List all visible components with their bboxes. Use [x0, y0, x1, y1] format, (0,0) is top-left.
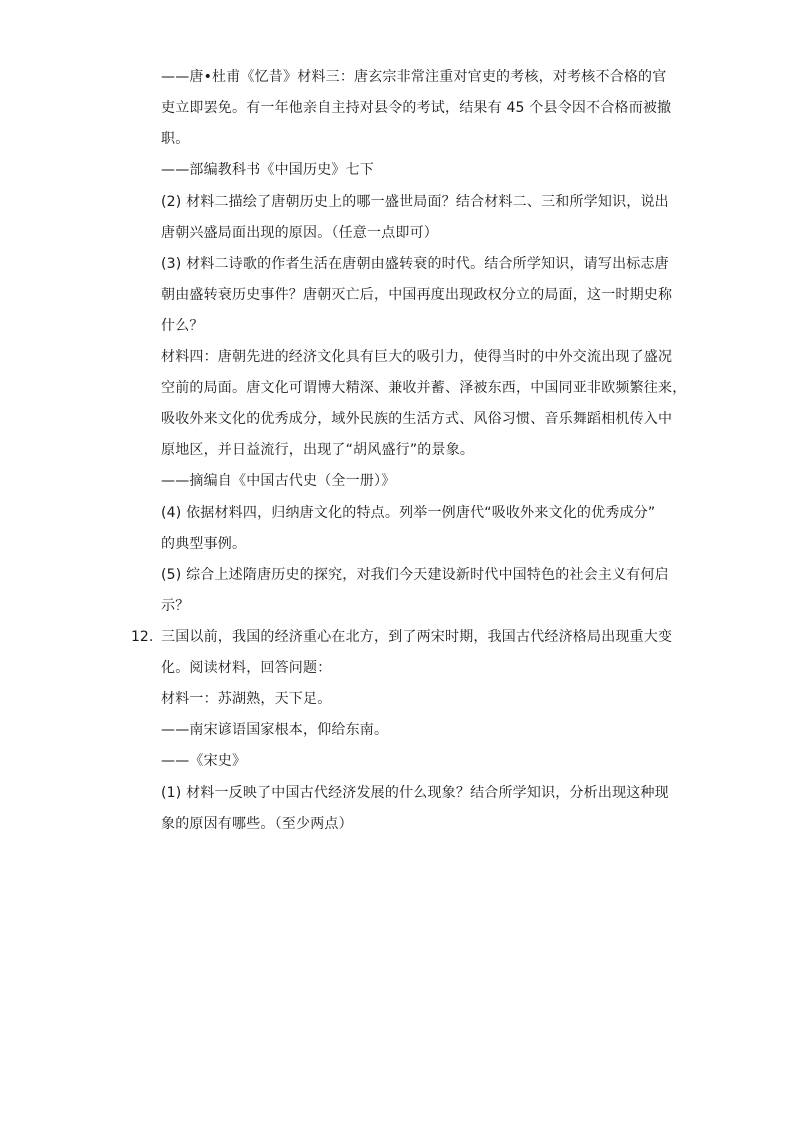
- source-citation: ——《宋史》: [161, 753, 247, 769]
- material-4-line: 材料四：唐朝先进的经济文化具有巨大的吸引力，使得当时的中外交流出现了盛况: [161, 349, 673, 365]
- question-1-line: (1) 材料一反映了中国古代经济发展的什么现象？结合所学知识，分析出现这种现: [161, 785, 669, 801]
- source-citation: ——摘编自《中国古代史（全一册）》: [161, 473, 396, 489]
- material-1-line: 材料一：苏湖熟，天下足。: [161, 691, 332, 707]
- question-2-line: 唐朝兴盛局面出现的原因。（任意一点即可）: [161, 225, 438, 241]
- question-12-intro: 三国以前，我国的经济重心在北方，到了两宋时期，我国古代经济格局出现重大变: [161, 629, 673, 645]
- material-4-line: 原地区，并日益流行，出现了“胡风盛行”的景象。: [161, 442, 475, 458]
- text-line: 职。: [161, 131, 190, 147]
- question-number: 12.: [131, 629, 154, 645]
- source-citation: ——南宋谚语国家根本，仰给东南。: [161, 722, 389, 738]
- question-5-line: (5) 综合上述隋唐历史的探究，对我们今天建设新时代中国特色的社会主义有何启: [161, 567, 669, 583]
- text-line: ——唐•杜甫《忆昔》材料三：唐玄宗非常注重对官吏的考核，对考核不合格的官: [161, 69, 667, 85]
- question-1-line: 象的原因有哪些。（至少两点）: [161, 816, 353, 832]
- question-4-line: (4) 依据材料四，归纳唐文化的特点。列举一例唐代“吸收外来文化的优秀成分”: [161, 505, 656, 521]
- question-2-line: (2) 材料二描绘了唐朝历史上的哪一盛世局面？结合材料二、三和所学知识，说出: [161, 194, 669, 210]
- text-line: 吏立即罢免。有一年他亲自主持对县令的考试，结果有 45 个县令因不合格而被撤: [161, 100, 672, 116]
- material-4-line: 吸收外来文化的优秀成分，域外民族的生活方式、风俗习惯、音乐舞蹈相机传入中: [161, 411, 673, 427]
- question-3-line: 朝由盛转衰历史事件？唐朝灭亡后，中国再度出现政权分立的局面，这一时期史称: [161, 287, 673, 303]
- question-12-intro: 化。阅读材料，回答问题：: [161, 660, 332, 676]
- question-4-line: 的典型事例。: [161, 536, 247, 552]
- question-3-line: 什么？: [161, 318, 204, 334]
- question-5-line: 示？: [161, 598, 190, 614]
- question-3-line: (3) 材料二诗歌的作者生活在唐朝由盛转衰的时代。结合所学知识，请写出标志唐: [161, 256, 669, 272]
- material-4-line: 空前的局面。唐文化可谓博大精深、兼收并蓄、泽被东西，中国同亚非欧频繁往来，: [161, 380, 687, 396]
- source-citation: ——部编教科书《中国历史》七下: [161, 162, 374, 178]
